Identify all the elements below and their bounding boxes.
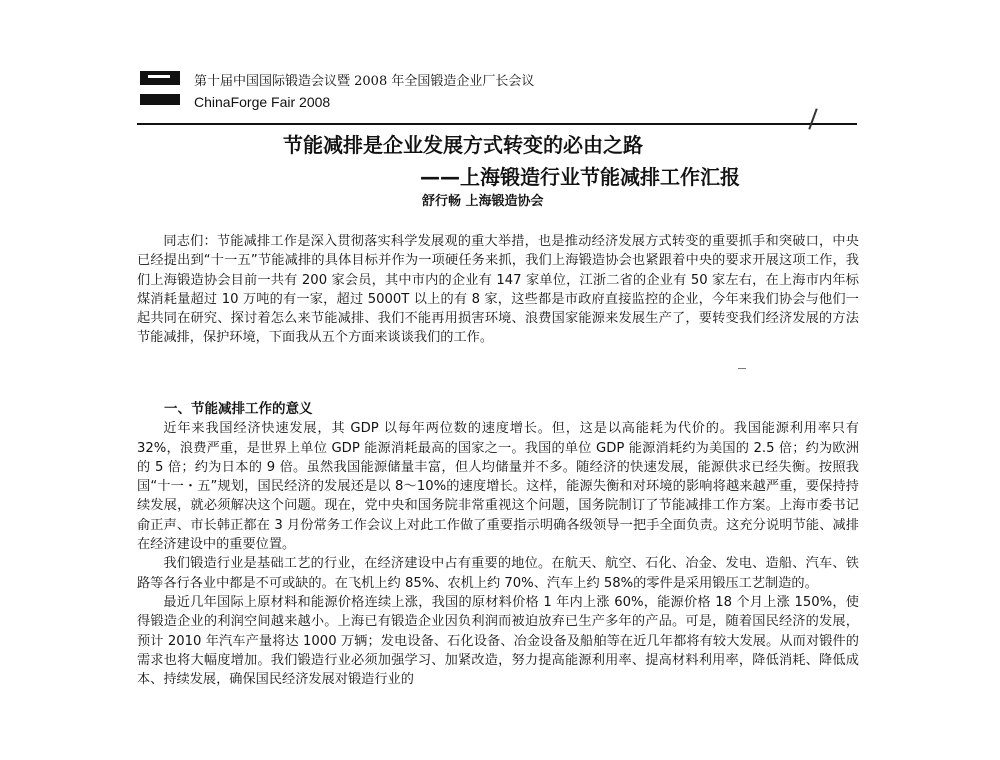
body-paragraph: 最近几年国际上原材料和能源价格连续上涨，我国的原材料价格 1 年内上涨 60%，能源价格 18 个月上涨 150%，使得锻造企业的利润空间越来越小。上海已有锻造企业因负利润而被迫放弃已生产多年的产品。可是，随着国民经济的发展，预计 2010 年汽车产量将达 1000 万辆；发电设备、石化设备、冶金设备及船舶等在近几年都将有较大发展。从而对锻件的需求也将大幅度增加。我们锻造行业必须加强学习、加紧改造，努力提高能源利用率、提高材料利用率，降低消耗、降低成本、持续发展，确保国民经济发展对锻造行业的 [137, 594, 859, 688]
body-paragraph: 我们锻造行业是基础工艺的行业，在经济建设中占有重要的地位。在航天、航空、石化、冶金、发电、造船、汽车、铁路等各行各业中都是不可或缺的。在飞机上约 85%、农机上约 70%、汽车上约 58%的零件是采用锻压工艺制造的。 [137, 556, 859, 591]
section-heading: 一、节能减排工作的意义 [164, 401, 313, 417]
forge-logo-mark [140, 71, 180, 85]
header-rule [137, 123, 857, 125]
pen-mark [808, 108, 817, 129]
body-paragraph: 近年来我国经济快速发展，其 GDP 以每年两位数的速度增长。但，这是以高能耗为代价的。我国能源利用率只有 32%，浪费严重，是世界上单位 GDP 能源消耗最高的国家之一。我国的单位 GDP 能源消耗约为美国的 2.5 倍；约为欧洲的 5 倍；约为日本的 9 倍。虽然我国能源储量丰富，但人均储量并不多。随经济的快速发展，能源供求已经失衡。按照我国“十一・五”规划，国民经济的发展还是以 8～10%的速度增长。这样，能源失衡和对环境的影响将越来越严重，要保持持续发展，就必须解决这个问题。现在，党中央和国务院非常重视这个问题，国务院制订了节能减排工作方案。上海市委书记俞正声、市长韩正都在 3 月份常务工作会议上对此工作做了重要指示明确各级领导一把手全面负责。这充分说明节能、减排在经济建设中的重要位置。 [137, 421, 859, 553]
scan-mark [738, 368, 746, 369]
article-title: 节能减排是企业发展方式转变的必由之路 [283, 133, 643, 157]
intro-block [137, 232, 859, 348]
conference-title-cn: 第十届中国国际锻造会议暨 2008 年全国锻造企业厂长会议 [194, 74, 535, 89]
conference-title-en: ChinaForge Fair 2008 [194, 94, 331, 110]
intro-paragraph: 同志们：节能减排工作是深入贯彻落实科学发展观的重大举措，也是推动经济发展方式转变的重要抓手和突破口，中央已经提出到“十一五”节能减排的具体目标并作为一项硬任务来抓，我们上海锻造协会也紧跟着中央的要求开展这项工作，我们上海锻造协会目前一共有 200 家会员，其中市内的企业有 147 家单位，江浙二省的企业有 50 家左右，在上海市内年标煤消耗量超过 10 万吨的有一家，超过 5000T 以上的有 8 家，这些都是市政府直接监控的企业，今年来我们协会与他们一起共同在研究、探讨着怎么来节能减排、我们不能再用损害环境、浪费国家能源来发展生产了，要转变我们经济发展的方法节能减排，保护环境，下面我从五个方面来谈谈我们的工作。 [137, 234, 859, 346]
section-1 [137, 400, 859, 689]
article-subtitle: ——上海锻造行业节能减排工作汇报 [420, 165, 740, 189]
forge-logo-bar [140, 94, 180, 105]
author-byline: 舒行畅 上海锻造协会 [422, 194, 544, 209]
